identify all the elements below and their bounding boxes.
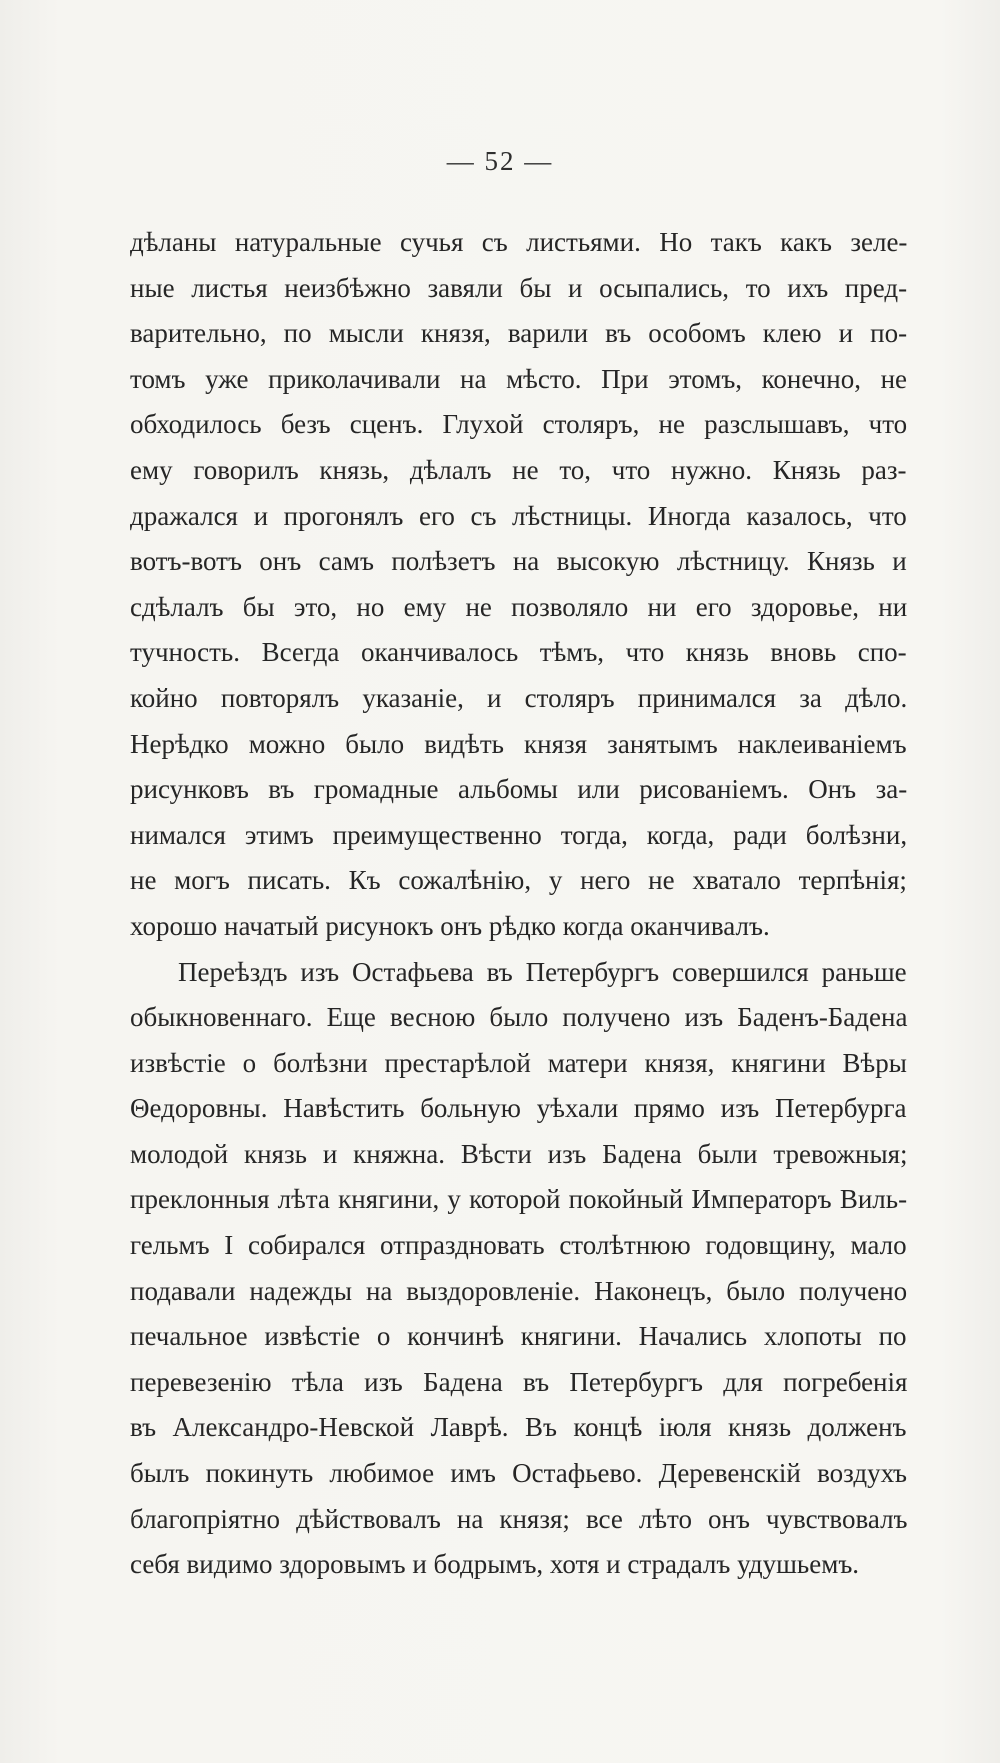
text-line: молодой князь и княжна. Вѣсти изъ Бадена были тревожныя; (130, 1138, 908, 1169)
text-line: обходилось безъ сценъ. Глухой столяръ, не разслышавъ, что (130, 409, 908, 440)
text-line: ные листья неизбѣжно завяли бы и осыпались, то ихъ пред- (130, 272, 908, 303)
page-number: — 52 — (446, 146, 554, 176)
text-line: сдѣлалъ бы это, но ему не позволяло ни его здоровье, ни (130, 591, 908, 622)
text-line: вотъ-вотъ онъ самъ полѣзетъ на высокую лѣстницу. Князь и (130, 546, 907, 577)
text-line: Нерѣдко можно было видѣть князя занятымъ наклеиваніемъ (130, 728, 907, 759)
text-line: тучность. Всегда оканчивалось тѣмъ, что князь вновь спо- (130, 637, 907, 668)
paragraph-2 (130, 950, 907, 1588)
text-line: благопріятно дѣйствовалъ на князя; все лѣто онъ чувствовалъ (130, 1503, 908, 1534)
text-line: обыкновеннаго. Еще весною было получено изъ Баденъ-Бадена (130, 1002, 908, 1033)
text-line: преклонныя лѣта княгини, у которой покойный Императоръ Виль- (130, 1184, 908, 1215)
text-line: хорошо начатый рисунокъ онъ рѣдко когда оканчивалъ. (130, 910, 770, 941)
paragraph-1 (130, 220, 907, 950)
text-line: ему говорилъ князь, дѣлалъ не то, что нужно. Князь раз- (130, 454, 907, 485)
text-line: подавали надежды на выздоровленіе. Наконецъ, было получено (130, 1275, 908, 1306)
text-line: въ Александро-Невской Лаврѣ. Въ концѣ іюля князь долженъ (130, 1412, 907, 1443)
text-line: себя видимо здоровымъ и бодрымъ, хотя и страдалъ удушьемъ. (130, 1549, 860, 1580)
text-line: рисунковъ въ громадные альбомы или рисованіемъ. Онъ за- (130, 774, 908, 805)
text-line: не могъ писать. Къ сожалѣнію, у него не хватало терпѣнія; (130, 865, 907, 896)
text-line: перевезенію тѣла изъ Бадена въ Петербургъ для погребенія (130, 1366, 908, 1397)
text-line: Переѣздъ изъ Остафьева въ Петербургъ совершился раньше (178, 956, 907, 987)
text-line: Θедоровны. Навѣстить больную уѣхали прямо изъ Петербурга (130, 1093, 907, 1124)
text-line: печальное извѣстіе о кончинѣ княгини. Начались хлопоты по (130, 1321, 907, 1352)
text-line: извѣстіе о болѣзни престарѣлой матери князя, княгини Вѣры (130, 1047, 907, 1078)
text-line: койно повторялъ указаніе, и столяръ принимался за дѣло. (130, 682, 908, 713)
text-body (130, 220, 907, 1588)
text-line: гельмъ I собирался отпраздновать столѣтнюю годовщину, мало (130, 1230, 907, 1261)
text-line: былъ покинуть любимое имъ Остафьево. Деревенскій воздухъ (130, 1458, 908, 1489)
text-line: томъ уже приколачивали на мѣсто. При этомъ, конечно, не (130, 363, 908, 394)
text-line: дѣланы натуральные сучья съ листьями. Но такъ какъ зеле- (130, 227, 908, 257)
text-line: нимался этимъ преимущественно тогда, когда, ради болѣзни, (130, 819, 908, 850)
text-line: варительно, по мысли князя, варили въ особомъ клею и по- (130, 318, 908, 349)
text-line: дражался и прогонялъ его съ лѣстницы. Иногда казалось, что (130, 500, 907, 531)
